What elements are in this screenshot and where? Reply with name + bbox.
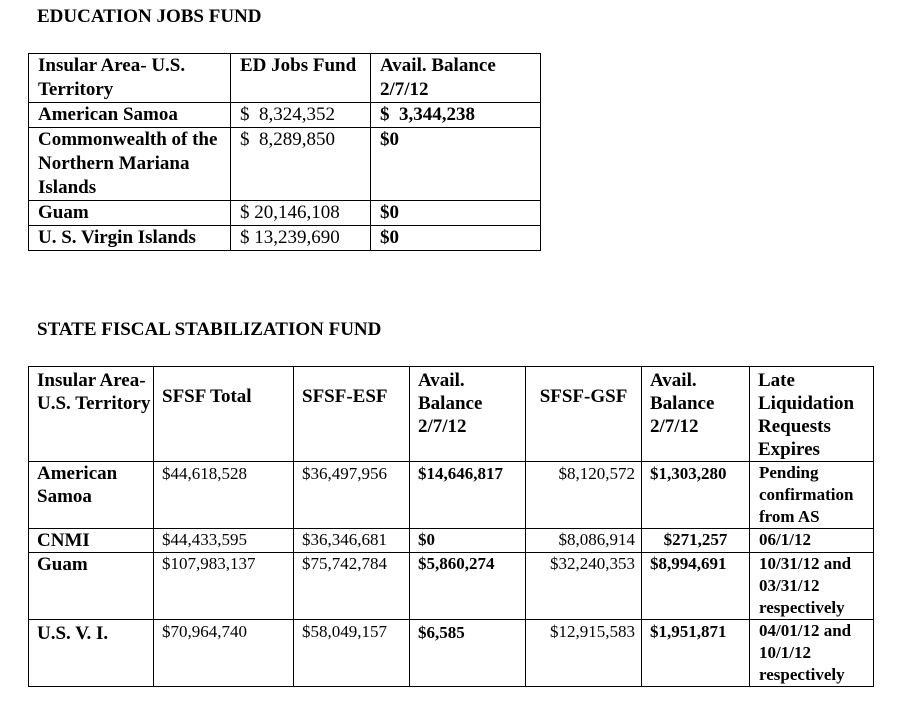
- ed-jobs-table: [28, 53, 541, 251]
- table-row: [29, 462, 874, 529]
- header-gsf: SFSF-GSF: [526, 367, 642, 462]
- fund-cell: $ 20,146,108: [231, 201, 371, 226]
- sfsf-heading: STATE FISCAL STABILIZATION FUND: [37, 319, 382, 340]
- late-cell: 06/1/12: [750, 529, 874, 553]
- territory-cell: American Samoa: [29, 103, 231, 128]
- table-row: [29, 201, 541, 226]
- balance-cell: $0: [371, 128, 541, 201]
- table-row: [29, 226, 541, 251]
- table-row: [29, 529, 874, 553]
- territory-cell: Guam: [29, 201, 231, 226]
- gsf-cell: $32,240,353: [526, 553, 642, 620]
- late-cell: 04/01/12 and 10/1/12 respectively: [750, 620, 874, 687]
- gsf-cell: $12,915,583: [526, 620, 642, 687]
- territory-cell: Commonwealth of the Northern Mariana Islands: [29, 128, 231, 201]
- header-total: SFSF Total: [154, 367, 294, 462]
- total-cell: $107,983,137: [154, 553, 294, 620]
- esf-balance-cell: $6,585: [410, 620, 526, 687]
- table-row: [29, 553, 874, 620]
- header-gsf-balance: Avail. Balance 2/7/12: [642, 367, 750, 462]
- fund-cell: $ 8,324,352: [231, 103, 371, 128]
- balance-cell: $0: [371, 226, 541, 251]
- header-esf: SFSF-ESF: [294, 367, 410, 462]
- balance-cell: $ 3,344,238: [371, 103, 541, 128]
- sfsf-table: [28, 366, 874, 687]
- table-header-row: [29, 54, 541, 103]
- table-row: [29, 128, 541, 201]
- esf-balance-cell: $5,860,274: [410, 553, 526, 620]
- total-cell: $44,433,595: [154, 529, 294, 553]
- gsf-balance-cell: $1,303,280: [642, 462, 750, 529]
- header-esf-balance: Avail. Balance 2/7/12: [410, 367, 526, 462]
- balance-cell: $0: [371, 201, 541, 226]
- territory-cell: U.S. V. I.: [29, 620, 154, 687]
- table-row: [29, 620, 874, 687]
- header-territory: Insular Area- U.S. Territory: [29, 367, 154, 462]
- fund-cell: $ 13,239,690: [231, 226, 371, 251]
- gsf-balance-cell: $1,951,871: [642, 620, 750, 687]
- esf-cell: $58,049,157: [294, 620, 410, 687]
- total-cell: $44,618,528: [154, 462, 294, 529]
- gsf-balance-cell: $8,994,691: [642, 553, 750, 620]
- gsf-cell: $8,120,572: [526, 462, 642, 529]
- territory-cell: CNMI: [29, 529, 154, 553]
- territory-cell: Guam: [29, 553, 154, 620]
- header-territory: Insular Area- U.S. Territory: [29, 54, 231, 103]
- ed-jobs-heading: EDUCATION JOBS FUND: [37, 6, 262, 27]
- esf-cell: $36,497,956: [294, 462, 410, 529]
- fund-cell: $ 8,289,850: [231, 128, 371, 201]
- table-row: [29, 103, 541, 128]
- esf-balance-cell: $14,646,817: [410, 462, 526, 529]
- header-balance: Avail. Balance 2/7/12: [371, 54, 541, 103]
- header-late: Late Liquidation Requests Expires: [750, 367, 874, 462]
- esf-cell: $75,742,784: [294, 553, 410, 620]
- esf-balance-cell: $0: [410, 529, 526, 553]
- gsf-cell: $8,086,914: [526, 529, 642, 553]
- table-header-row: [29, 367, 874, 462]
- gsf-balance-cell: $271,257: [642, 529, 750, 553]
- territory-cell: American Samoa: [29, 462, 154, 529]
- esf-cell: $36,346,681: [294, 529, 410, 553]
- header-fund: ED Jobs Fund: [231, 54, 371, 103]
- late-cell: 10/31/12 and 03/31/12 respectively: [750, 553, 874, 620]
- total-cell: $70,964,740: [154, 620, 294, 687]
- territory-cell: U. S. Virgin Islands: [29, 226, 231, 251]
- late-cell: Pending confirmation from AS: [750, 462, 874, 529]
